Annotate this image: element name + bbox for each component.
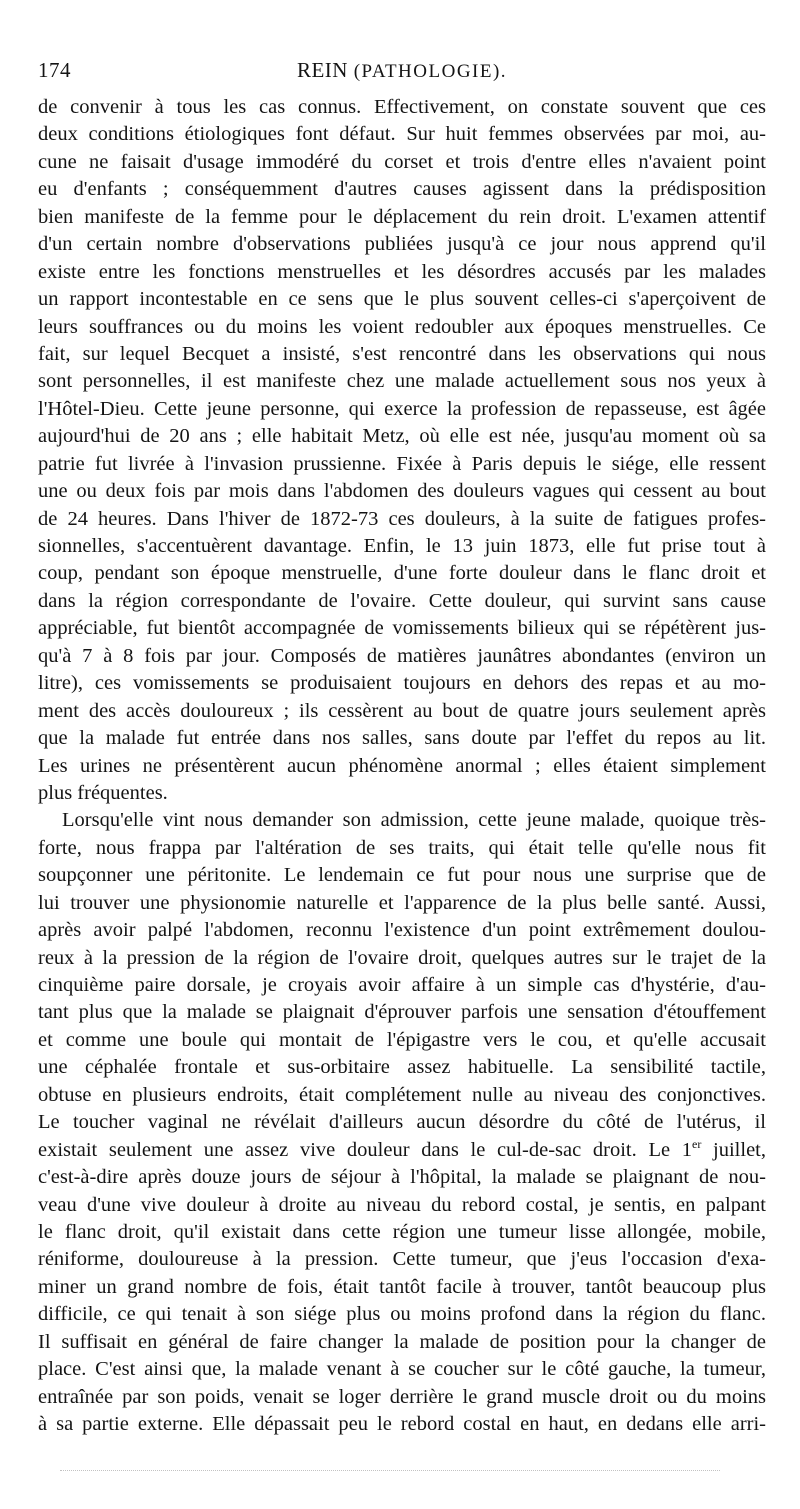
running-head <box>38 58 766 86</box>
text-line: fait, sur lequel Becquet a insisté, s'est rencontré dans les observations qui nous <box>38 342 766 365</box>
text-line: une céphalée frontale et sus-orbitaire assez habituelle. La sensibilité tactile, <box>38 1056 766 1079</box>
text-line: reux à la pression de la région de l'ovaire droit, quelques autres sur le trajet de la <box>38 946 766 969</box>
text-line: tant plus que la malade se plaignait d'éprouver parfois une sensation d'étouffement <box>38 1001 766 1024</box>
text-line: Il suffisait en général de faire changer la malade de position pour la changer de <box>38 1330 766 1353</box>
text-line: forte, nous frappa par l'altération de ses traits, qui était telle qu'elle nous fit <box>38 836 766 859</box>
text-line: leurs souffrances ou du moins les voient redoubler aux époques menstruelles. Ce <box>38 315 766 338</box>
text-line: patrie fut livrée à l'invasion prussienne. Fixée à Paris depuis le siége, elle ressent <box>38 452 766 475</box>
text-line: un rapport incontestable en ce sens que le plus souvent celles-ci s'aperçoivent de <box>38 288 766 311</box>
text-line: Les urines ne présentèrent aucun phénomène anormal ; elles étaient simplement <box>38 754 766 777</box>
text-line: difficile, ce qui tenait à son siége plus ou moins profond dans la région du flanc. <box>38 1303 766 1326</box>
ordinal-superscript: er <box>692 1136 702 1151</box>
text-line: miner un grand nombre de fois, était tantôt facile à trouver, tantôt beaucoup plus <box>38 1275 766 1298</box>
body-text <box>38 94 766 1438</box>
text-line: une ou deux fois par mois dans l'abdomen des douleurs vagues qui cessent au bout <box>38 480 766 503</box>
text-line: lui trouver une physionomie naturelle et l'apparence de la plus belle santé. Aussi, <box>38 891 766 914</box>
text-line: à sa partie externe. Elle dépassait peu le rebord costal en haut, en dedans elle arri- <box>38 1413 766 1435</box>
text-line: deux conditions étiologiques font défaut. Sur huit femmes observées par moi, au- <box>38 123 766 146</box>
text-line: Le toucher vaginal ne révélait d'ailleurs aucun désordre du côté de l'utérus, il <box>38 1111 766 1134</box>
text-line: eu d'enfants ; conséquemment d'autres causes agissent dans la prédisposition <box>38 178 766 201</box>
text-line: cinquième paire dorsale, je croyais avoir affaire à un simple cas d'hystérie, d'au- <box>38 974 766 996</box>
text-line: entraînée par son poids, venait se loger derrière le grand muscle droit ou du moins <box>38 1385 766 1408</box>
text-line: existait seulement une assez vive douleur dans le cul-de-sac droit. Le 1er juillet, <box>38 1136 766 1161</box>
text-line-paragraph-end: plus fréquentes. <box>38 781 168 804</box>
text-line: après avoir palpé l'abdomen, reconnu l'existence d'un point extrêmement doulou- <box>38 919 766 942</box>
page-number: 174 <box>38 58 71 82</box>
text-line: place. C'est ainsi que, la malade venant à se coucher sur le côté gauche, la tumeur, <box>38 1358 766 1381</box>
text-line: d'un certain nombre d'observations publiées jusqu'à ce jour nous apprend qu'il <box>38 233 766 256</box>
text-line: aujourd'hui de 20 ans ; elle habitait Metz, où elle est née, jusqu'au moment où sa <box>38 425 766 448</box>
text-line: existe entre les fonctions menstruelles et les désordres accusés par les malades <box>38 260 766 283</box>
text-line: le flanc droit, qu'il existait dans cette région une tumeur lisse allongée, mobile, <box>38 1220 766 1243</box>
text-line: appréciable, fut bientôt accompagnée de vomissements bilieux qui se répétèrent jus- <box>38 617 766 640</box>
header-title <box>38 58 766 83</box>
text-line: sionnelles, s'accentuèrent davantage. Enfin, le 13 juin 1873, elle fut prise tout à <box>38 535 766 557</box>
text-line: bien manifeste de la femme pour le déplacement du rein droit. L'examen attentif <box>38 205 766 228</box>
text-line: réniforme, douloureuse à la pression. Cette tumeur, que j'eus l'occasion d'exa- <box>38 1248 766 1271</box>
header-title-main: REIN <box>296 58 348 82</box>
text-line: litre), ces vomissements se produisaient toujours en dehors des repas et au mo- <box>38 672 766 695</box>
text-line: c'est-à-dire après douze jours de séjour à l'hôpital, la malade se plaignant de nou- <box>38 1166 766 1189</box>
text-line: sont personnelles, il est manifeste chez une malade actuellement sous nos yeux à <box>38 370 766 393</box>
header-title-subtitle: (PATHOLOGIE). <box>353 61 508 82</box>
text-line: obtuse en plusieurs endroits, était complétement nulle au niveau des conjonctives. <box>38 1083 766 1106</box>
text-line-paragraph-start: Lorsqu'elle vint nous demander son admission, cette jeune malade, quoique très- <box>62 809 766 832</box>
text-line: veau d'une vive douleur à droite au niveau du rebord costal, je sentis, en palpant <box>38 1193 766 1216</box>
text-line: que la malade fut entrée dans nos salles, sans doute par l'effet du repos au lit. <box>38 727 766 750</box>
text-line: de convenir à tous les cas connus. Effectivement, on constate souvent que ces <box>38 96 766 118</box>
text-line: ment des accès douloureux ; ils cessèrent au bout de quatre jours seulement après <box>38 699 766 722</box>
bottom-page-edge <box>60 1470 720 1471</box>
text-line: dans la région correspondante de l'ovaire. Cette douleur, qui survint sans cause <box>38 589 766 612</box>
text-line: soupçonner une péritonite. Le lendemain ce fut pour nous une surprise que de <box>38 864 766 887</box>
text-line: et comme une boule qui montait de l'épigastre vers le cou, et qu'elle accusait <box>38 1028 766 1051</box>
text-line: qu'à 7 à 8 fois par jour. Composés de matières jaunâtres abondantes (environ un <box>38 644 766 667</box>
text-line: coup, pendant son époque menstruelle, d'une forte douleur dans le flanc droit et <box>38 562 766 585</box>
text-line: l'Hôtel-Dieu. Cette jeune personne, qui exerce la profession de repasseuse, est âgée <box>38 397 766 420</box>
text-line: de 24 heures. Dans l'hiver de 1872-73 ces douleurs, à la suite de fatigues profes- <box>38 507 766 530</box>
text-line: cune ne faisait d'usage immodéré du corset et trois d'entre elles n'avaient point <box>38 150 766 173</box>
